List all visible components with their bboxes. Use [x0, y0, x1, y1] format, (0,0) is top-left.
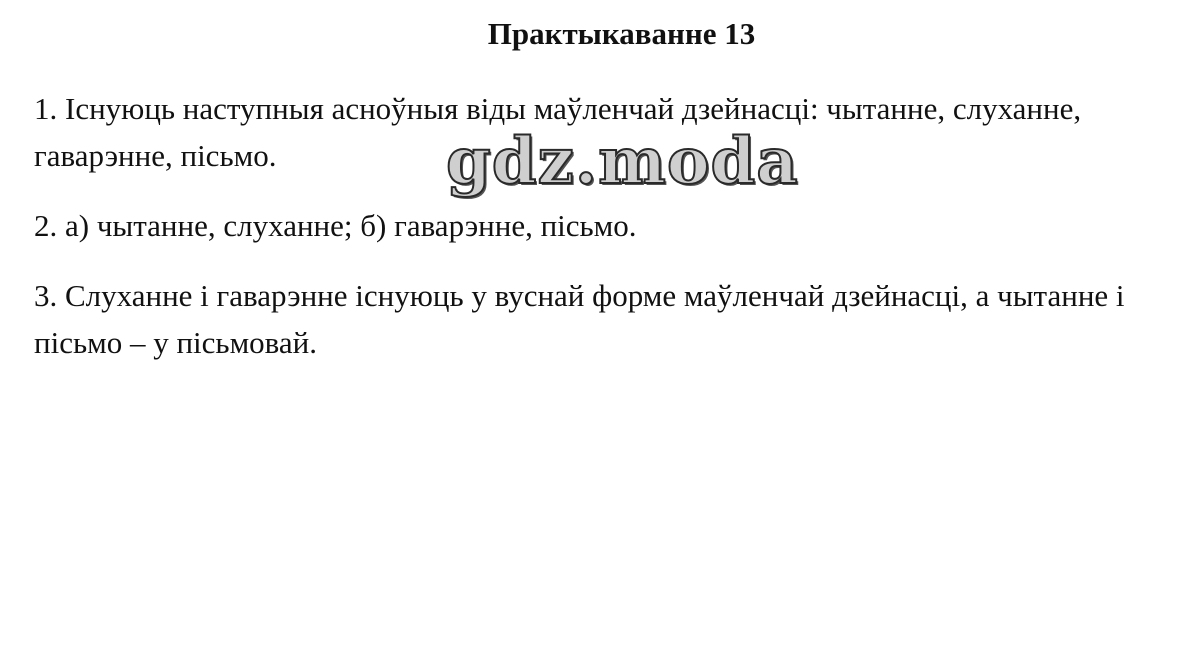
watermark-logo: gdz.moda: [446, 124, 799, 199]
answer-paragraph-1: 1. Існуюць наступныя асноўныя віды маўленчай дзейнасці: чытанне, слуханне, гаварэнне, пісьмо.: [34, 91, 1082, 173]
exercise-title: Практыкаванне 13: [487, 16, 756, 51]
answer-paragraph-3: 3. Слуханне і гаварэнне існуюць у вуснай форме маўленчай дзейнасці, а чытанне і пісьмо – у пісьмовай.: [34, 278, 1125, 360]
answer-paragraph-2: 2. а) чытанне, слуханне; б) гаварэнне, пісьмо.: [34, 208, 637, 243]
